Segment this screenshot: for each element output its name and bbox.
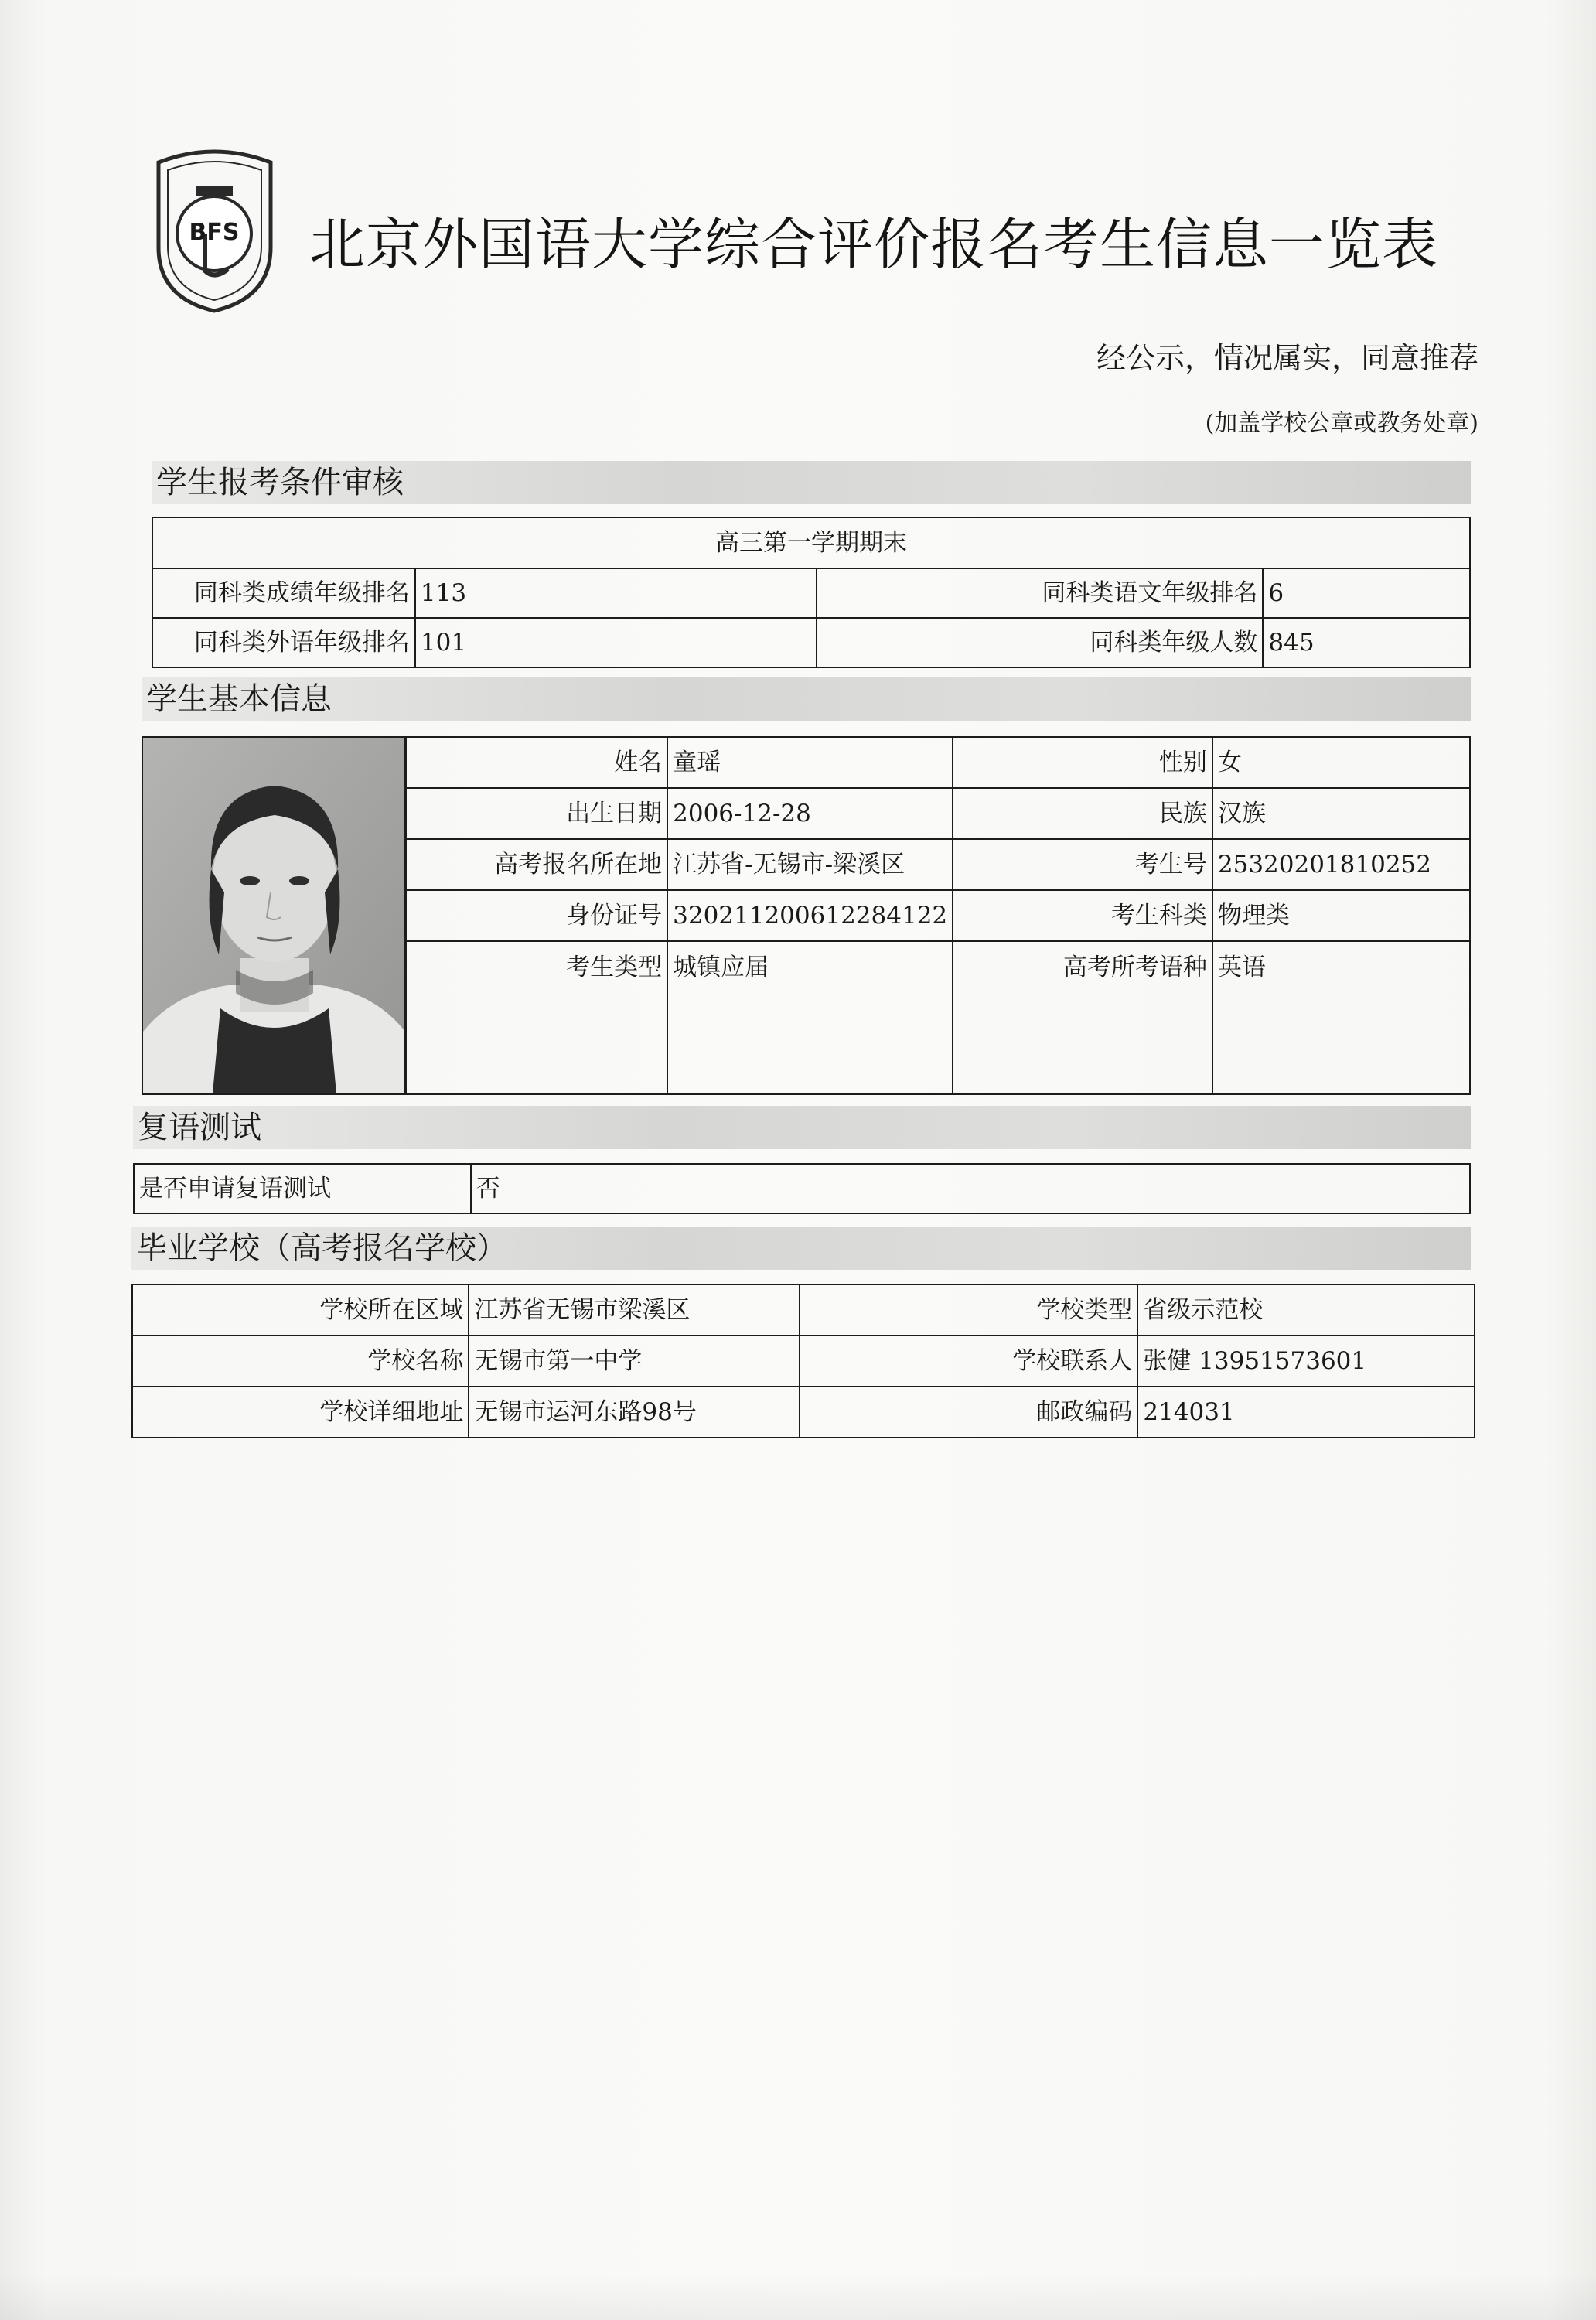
field-label: 学校联系人 [800,1336,1137,1387]
exam-review-table [152,517,1471,668]
table-row [152,618,1470,667]
field-label: 同科类外语年级排名 [152,618,415,667]
section-title-basic: 学生基本信息 [146,681,332,717]
field-label: 出生日期 [404,788,667,839]
field-value: 否 [471,1164,1470,1213]
student-photo [142,736,407,1095]
field-value: 汉族 [1212,788,1470,839]
section-bar-retest [133,1106,1471,1149]
field-label: 考生类型 [404,941,667,1094]
field-value: 6 [1263,568,1470,618]
field-label: 同科类年级人数 [817,618,1263,667]
table-row [152,568,1470,618]
table-row [152,517,1470,568]
field-label: 学校类型 [800,1285,1137,1336]
field-label: 性别 [953,737,1212,788]
field-label: 学校所在区域 [132,1285,469,1336]
table-row [404,788,1470,839]
field-value: 无锡市第一中学 [469,1336,800,1387]
field-value: 江苏省-无锡市-梁溪区 [667,839,953,890]
field-label: 高考所考语种 [953,941,1212,1094]
field-label: 民族 [953,788,1212,839]
page-title: 北京外国语大学综合评价报名考生信息一览表 [309,212,1439,277]
field-label: 姓名 [404,737,667,788]
field-value: 童瑶 [667,737,953,788]
period-cell: 高三第一学期期末 [152,517,1470,568]
table-row [132,1387,1475,1438]
field-value: 214031 [1137,1387,1475,1438]
logo-monogram: BFS [189,219,240,246]
field-label: 同科类语文年级排名 [817,568,1263,618]
section-bar-basic [142,677,1471,721]
table-row [134,1164,1470,1213]
stamp-note: (加盖学校公章或教务处章) [1205,410,1478,437]
table-row [404,941,1470,1094]
field-value: 省级示范校 [1137,1285,1475,1336]
field-label: 学校详细地址 [132,1387,469,1438]
section-title-review: 学生报考条件审核 [156,465,404,500]
table-row [132,1285,1475,1336]
field-label: 邮政编码 [800,1387,1137,1438]
field-value: 113 [415,568,817,618]
table-row [404,839,1470,890]
basic-info-table [404,736,1471,1095]
field-value: 张健 13951573601 [1137,1336,1475,1387]
field-label: 是否申请复语测试 [134,1164,471,1213]
field-value: 物理类 [1212,890,1470,941]
table-row [132,1336,1475,1387]
school-table [131,1284,1475,1438]
field-label: 身份证号 [404,890,667,941]
table-row [404,737,1470,788]
field-label: 同科类成绩年级排名 [152,568,415,618]
field-label: 考生号 [953,839,1212,890]
table-row [404,890,1470,941]
field-label: 学校名称 [132,1336,469,1387]
section-title-school: 毕业学校（高考报名学校） [136,1230,507,1266]
field-value: 2006-12-28 [667,788,953,839]
field-value: 江苏省无锡市梁溪区 [469,1285,800,1336]
field-value: 101 [415,618,817,667]
field-value: 320211200612284122 [667,890,953,941]
field-value: 英语 [1212,941,1470,1094]
section-title-retest: 复语测试 [138,1110,261,1145]
field-value: 25320201810252 [1212,839,1470,890]
field-label: 考生科类 [953,890,1212,941]
field-value: 845 [1263,618,1470,667]
field-label: 高考报名所在地 [404,839,667,890]
approval-statement: 经公示，情况属实，同意推荐 [1096,341,1478,375]
field-value: 女 [1212,737,1470,788]
university-logo [151,147,278,313]
field-value: 无锡市运河东路98号 [469,1387,800,1438]
field-value: 城镇应届 [667,941,953,1094]
page-bottom-shadow [0,2274,1596,2320]
retest-table [133,1163,1471,1214]
